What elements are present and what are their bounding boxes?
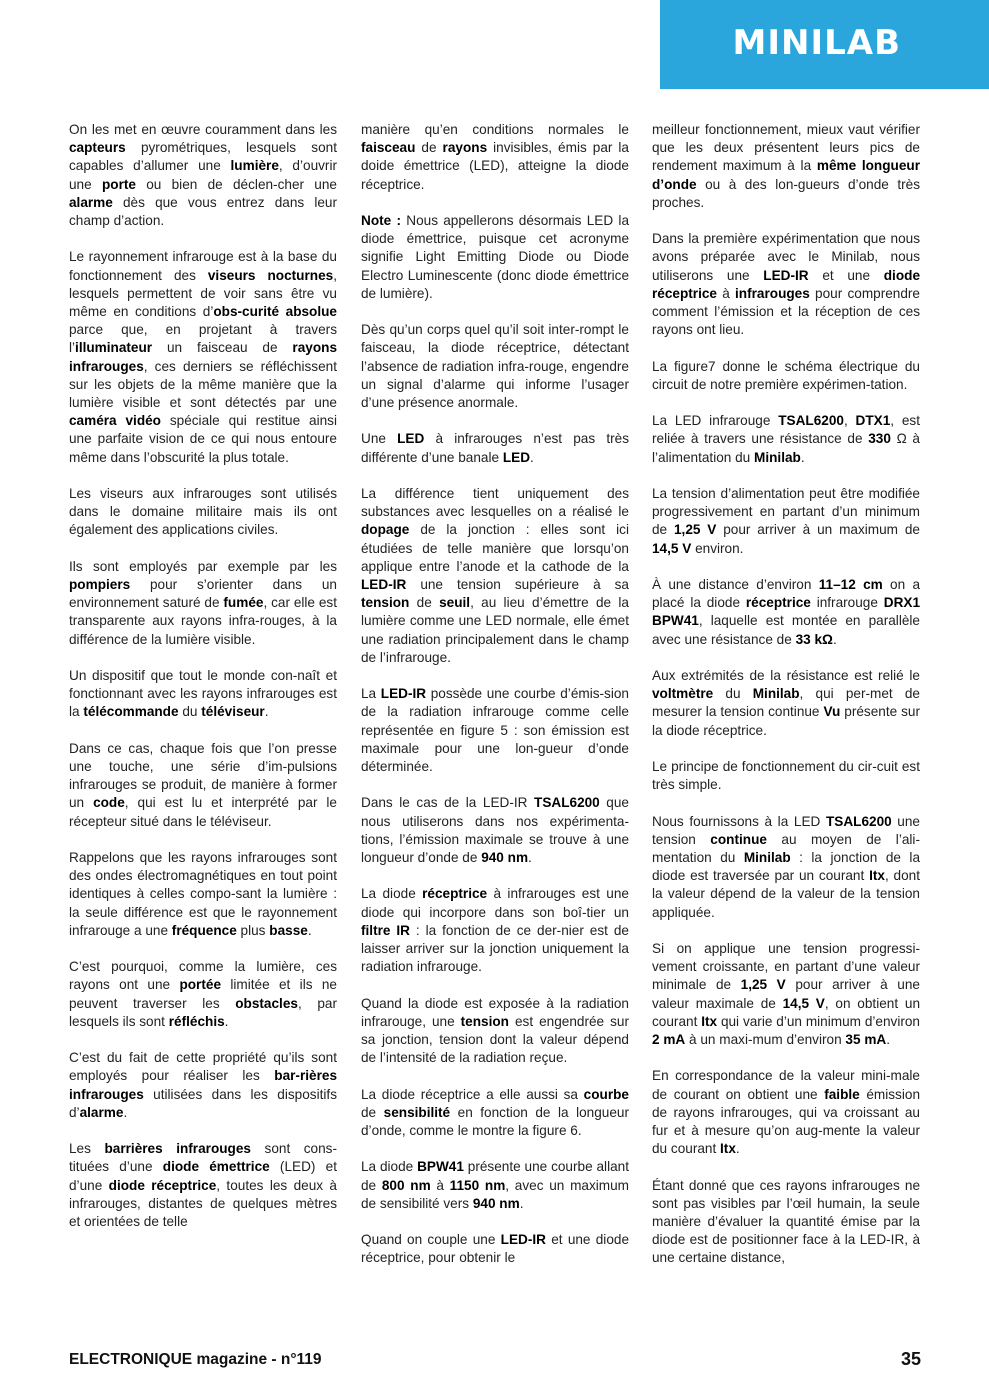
bold-term: téléviseur [201, 704, 265, 720]
bold-term: tension [460, 1013, 509, 1029]
paragraph: Étant donné que ces rayons infrarouges ne sont pas visibles par l’œil humain, la seule manière d’évaluer la quantité émise par la diode est de positionner face à la LED-IR, à une certaine distance, [652, 1177, 920, 1266]
paragraph: La tension d’alimentation peut être modifiée progressivement en partant d’un minimum de 1,25 V pour arriver à un maximum de 14,5 V environ. [652, 486, 920, 556]
bold-term: viseurs nocturnes [207, 267, 334, 283]
bold-term: BPW41 [417, 1159, 464, 1175]
bold-term: 14,5 V [782, 995, 825, 1011]
page-number: 35 [900, 1349, 921, 1369]
bold-term: portée [179, 977, 221, 993]
bold-term: illuminateur [75, 340, 153, 356]
text-column-2 [361, 121, 629, 1286]
bold-term: Vu [823, 704, 841, 720]
paragraph: Dans ce cas, chaque fois que l’on presse une touche, une série d’im-pulsions infrarouges se produit, de manière à former un code, qui est lu et interprété par le récepteur situé dans le téléviseur. [69, 740, 337, 829]
bold-term: réceptrice [422, 886, 488, 902]
text-column-1 [69, 121, 337, 1249]
paragraph: En correspondance de la valeur mini-male de courant on obtient une faible émission de rayons infrarouges, qui va croissant au fur et à mesure qu’on aug-mente la valeur du courant Itx. [652, 1068, 920, 1157]
bold-term: 940 nm [481, 850, 529, 866]
bold-term: TSAL6200 [534, 795, 600, 811]
bold-term: dopage [361, 522, 410, 538]
paragraph: La diode réceptrice à infrarouges est une diode qui incorpore dans son boî-tier un filtre IR : la fonction de ce der-nier est de laisser arriver sur la jonction uniquement la radiation infrarouge. [361, 886, 629, 975]
paragraph: Si on applique une tension progressi-vement croissante, en partant d’une valeur minimale de 1,25 V pour arriver à une valeur maximale de 14,5 V, on obtient un courant Itx qui varie d’un minimum d’environ 2 mA à un maxi-mum d’environ 35 mA. [652, 941, 920, 1048]
bold-term: LED-IR [763, 267, 809, 283]
bold-term: code [93, 795, 125, 811]
bold-term: 1,25 V [740, 977, 786, 993]
bold-term: LED-IR [500, 1232, 546, 1248]
bold-term: fréquence [171, 922, 237, 938]
bold-term: Itx [701, 1013, 718, 1029]
bold-term: DTX1 [855, 413, 891, 429]
paragraph: Quand on couple une LED-IR et une diode réceptrice, pour obtenir le [361, 1232, 630, 1266]
paragraph: Les viseurs aux infrarouges sont utilisés dans le domaine militaire mais ils ont également des applications civiles. [69, 486, 337, 538]
bold-term: courbe [583, 1086, 629, 1102]
bold-term: faible [824, 1086, 860, 1102]
paragraph: Les barrières infrarouges sont cons-tituées d’une diode émettrice (LED) et d’une diode réceptrice, toutes les deux à infrarouges, distantes de quelques mètres et orientées de telle [69, 1141, 337, 1230]
paragraph: Quand la diode est exposée à la radiation infrarouge, une tension est engendrée sur sa jonction, tension dont la valeur dépend de l’intensité de la radiation reçue. [361, 995, 629, 1066]
paragraph: La diode BPW41 présente une courbe allant de 800 nm à 1150 nm, avec un maximum de sensibilité vers 940 nm. [361, 1159, 629, 1211]
bold-term: LED [397, 431, 425, 447]
paragraph: Ils sont employés par exemple par les pompiers pour s’orienter dans un environnement saturé de fumée, car elle est transparente aux rayons infra-rouges, à la différence de la lumière visible. [69, 558, 337, 647]
bold-term: Minilab [754, 449, 801, 465]
paragraph: C’est du fait de cette propriété qu’ils sont employés pour réaliser les bar-rières infrarouges utilisées dans les dispositifs d’alarme. [69, 1050, 337, 1120]
bold-term: barrières infrarouges [104, 1141, 251, 1157]
bold-term: réceptrice [745, 595, 811, 611]
bold-term: porte [101, 176, 136, 192]
bold-term: lumière [230, 158, 279, 174]
paragraph: Un dispositif que tout le monde con-naît et fonctionnant avec les rayons infrarouges est la télécommande du téléviseur. [69, 668, 337, 720]
bold-term: caméra vidéo [69, 413, 161, 429]
paragraph: meilleur fonctionnement, mieux vaut vérifier que les deux présentent leurs pics de rendement maximum à la même longueur d’onde ou à des lon-gueurs d’onde très proches. [652, 122, 921, 210]
bold-term: 35 mA [845, 1032, 887, 1048]
bold-term: TSAL6200 [825, 813, 892, 829]
bold-term: basse [269, 922, 308, 938]
bold-term: obs-curité absolue [213, 304, 337, 320]
bold-term: alarme [79, 1104, 124, 1120]
bold-term: fumée [223, 595, 264, 611]
bold-term: LED [502, 449, 531, 465]
bold-term: Itx [720, 1141, 736, 1157]
bold-term: infrarouges [735, 285, 810, 301]
bold-term: 940 nm [472, 1195, 520, 1211]
paragraph: On les met en œuvre couramment dans les capteurs pyrométriques, lesquels sont capables d’allumer une lumière, d’ouvrir une porte ou bien de déclen-cher une alarme dès que vous entrez dans leur champ d’action. [69, 122, 337, 229]
bold-term: bar-rières infrarouges [69, 1068, 337, 1102]
bold-term: continue [710, 831, 767, 847]
paragraph: Le principe de fonctionnement du cir-cuit est très simple. [652, 759, 920, 793]
bold-term: 1150 nm [449, 1177, 506, 1193]
paragraph: À une distance d’environ 11–12 cm on a placé la diode réceptrice infrarouge DRX1 BPW41, laquelle est montée en parallèle avec une résistance de 33 kΩ. [652, 577, 921, 647]
bold-term: rayons infrarouges [69, 340, 337, 374]
bold-term: réfléchis [168, 1013, 225, 1029]
bold-term: LED-IR [361, 577, 407, 593]
bold-term: faisceau [361, 140, 416, 156]
paragraph: Dès qu’un corps quel qu’il soit inter-rompt le faisceau, la diode réceptrice, détectant l’absence de radiation infra-rouge, engendre un signal d’alarme qui informe l’usager d’une présence anormale. [361, 322, 629, 411]
paragraph: La figure7 donne le schéma électrique du circuit de notre première expérimen-tation. [652, 358, 920, 392]
section-title: MINILAB [732, 23, 901, 63]
bold-term: diode réceptrice [108, 1177, 217, 1193]
paragraph: La LED infrarouge TSAL6200, DTX1, est reliée à travers une résistance de 330 Ω à l’alimentation du Minilab. [652, 413, 920, 465]
bold-term: tension [361, 595, 410, 611]
bold-term: LED-IR [380, 686, 427, 702]
bold-term: seuil [439, 595, 471, 611]
bold-term: voltmètre [652, 686, 714, 702]
bold-term: filtre IR [361, 922, 410, 938]
bold-term: capteurs [69, 140, 126, 156]
paragraph: Rappelons que les rayons infrarouges sont des ondes électromagnétiques en tout point identiques à celles compo-sant la lumière : la seule différence est que le rayonnement infrarouge a une fréquence plus basse. [69, 850, 337, 938]
paragraph: Nous fournissons à la LED TSAL6200 une tension continue au moyen de l’ali-mentation du Minilab : la jonction de la diode est traversée par un courant Itx, dont la valeur dépend de la valeur de la tension appliquée. [652, 813, 921, 920]
bold-term: 330 [868, 431, 891, 447]
paragraph: Dans la première expérimentation que nous avons préparée avec le Minilab, nous utiliserons une LED-IR et une diode réceptrice à infrarouges pour comprendre comment l’émission et la réception de ces rayons ont lieu. [652, 231, 920, 338]
bold-term: Itx [869, 868, 885, 884]
bold-term: pompiers [69, 577, 131, 593]
bold-term: 33 kΩ [795, 631, 833, 647]
bold-term: même longueur d’onde [652, 158, 921, 192]
paragraph: La diode réceptrice a elle aussi sa courbe de sensibilité en fonction de la longueur d’onde, comme le montre la figure 6. [361, 1086, 629, 1139]
bold-term: Minilab [743, 850, 791, 865]
paragraph: Note : Nous appellerons désormais LED la diode émettrice, puisque cet acronyme signifie Light Emitting Diode ou Diode Electro Luminescente (donc diode émettrice de lumière). [361, 213, 630, 301]
bold-term: obstacles [235, 995, 298, 1011]
paragraph: La LED-IR possède une courbe d’émis-sion de la radiation infrarouge comme celle représentée en figure 5 : son émission est maximale pour une lon-gueur d’onde déterminée. [361, 686, 629, 775]
paragraph: C’est pourquoi, comme la lumière, ces rayons ont une portée limitée et ils ne peuvent traverser les obstacles, par lesquels ils sont réfléchis. [69, 959, 337, 1029]
bold-term: 800 nm [381, 1177, 431, 1193]
bold-term: diode réceptrice [652, 267, 920, 301]
paragraph: Aux extrémités de la résistance est relié le voltmètre du Minilab, qui per-met de mesurer la tension continue Vu présente sur la diode réceptrice. [652, 668, 921, 738]
paragraph: manière qu’en conditions normales le faisceau de rayons invisibles, émis par la doide émettrice (LED), atteigne la diode réceptrice. [361, 122, 629, 192]
bold-term: diode émettrice [162, 1159, 270, 1175]
magazine-footer: ELECTRONIQUE magazine - n°119 [69, 1351, 322, 1368]
text-column-3 [652, 121, 920, 1286]
section-banner [660, 0, 989, 89]
paragraph: Le rayonnement infrarouge est à la base du fonctionnement des viseurs nocturnes, lesquels permettent de voir sans être vu même en conditions d’obs-curité absolue parce que, en projetant à travers l’illuminateur un faisceau de rayons infrarouges, ces derniers se réfléchissent sur les objets de la même manière que la lumière visible et sont détectés par une caméra vidéo spéciale qui restitue ainsi une parfaite vision de ce qui nous entoure même dans l’obscurité la plus totale. [69, 249, 337, 465]
bold-term: sensibilité [383, 1104, 451, 1120]
bold-term: rayons [442, 140, 488, 156]
bold-term: DRX1 BPW41 [652, 595, 921, 629]
bold-term: 11–12 cm [818, 577, 883, 592]
bold-term: 1,25 V [673, 522, 717, 538]
bold-term: Note : [361, 213, 401, 228]
paragraph: Dans le cas de la LED-IR TSAL6200 que nous utiliserons dans nos expérimenta-tions, l’émission maximale se trouve à une longueur d’onde de 940 nm. [361, 795, 629, 866]
paragraph: La différence tient uniquement des substances avec lesquelles on a réalisé le dopage de la jonction : elles sont ici étudiées de telle manière que lorsqu’on applique entre l’anode et la cathode de la LED-IR une tension supérieure à sa tension de seuil, au lieu d’émettre de la lumière comme une LED normale, elle émet une radiation principalement dans le champ de l’infrarouge. [361, 486, 629, 665]
bold-term: télécommande [83, 704, 179, 720]
bold-term: 2 mA [652, 1032, 686, 1048]
bold-term: alarme [69, 194, 113, 210]
bold-term: TSAL6200 [778, 413, 844, 429]
bold-term: Minilab [752, 686, 800, 702]
paragraph: Une LED à infrarouges n’est pas très différente d’une banale LED. [361, 431, 629, 465]
bold-term: 14,5 V [652, 540, 692, 556]
